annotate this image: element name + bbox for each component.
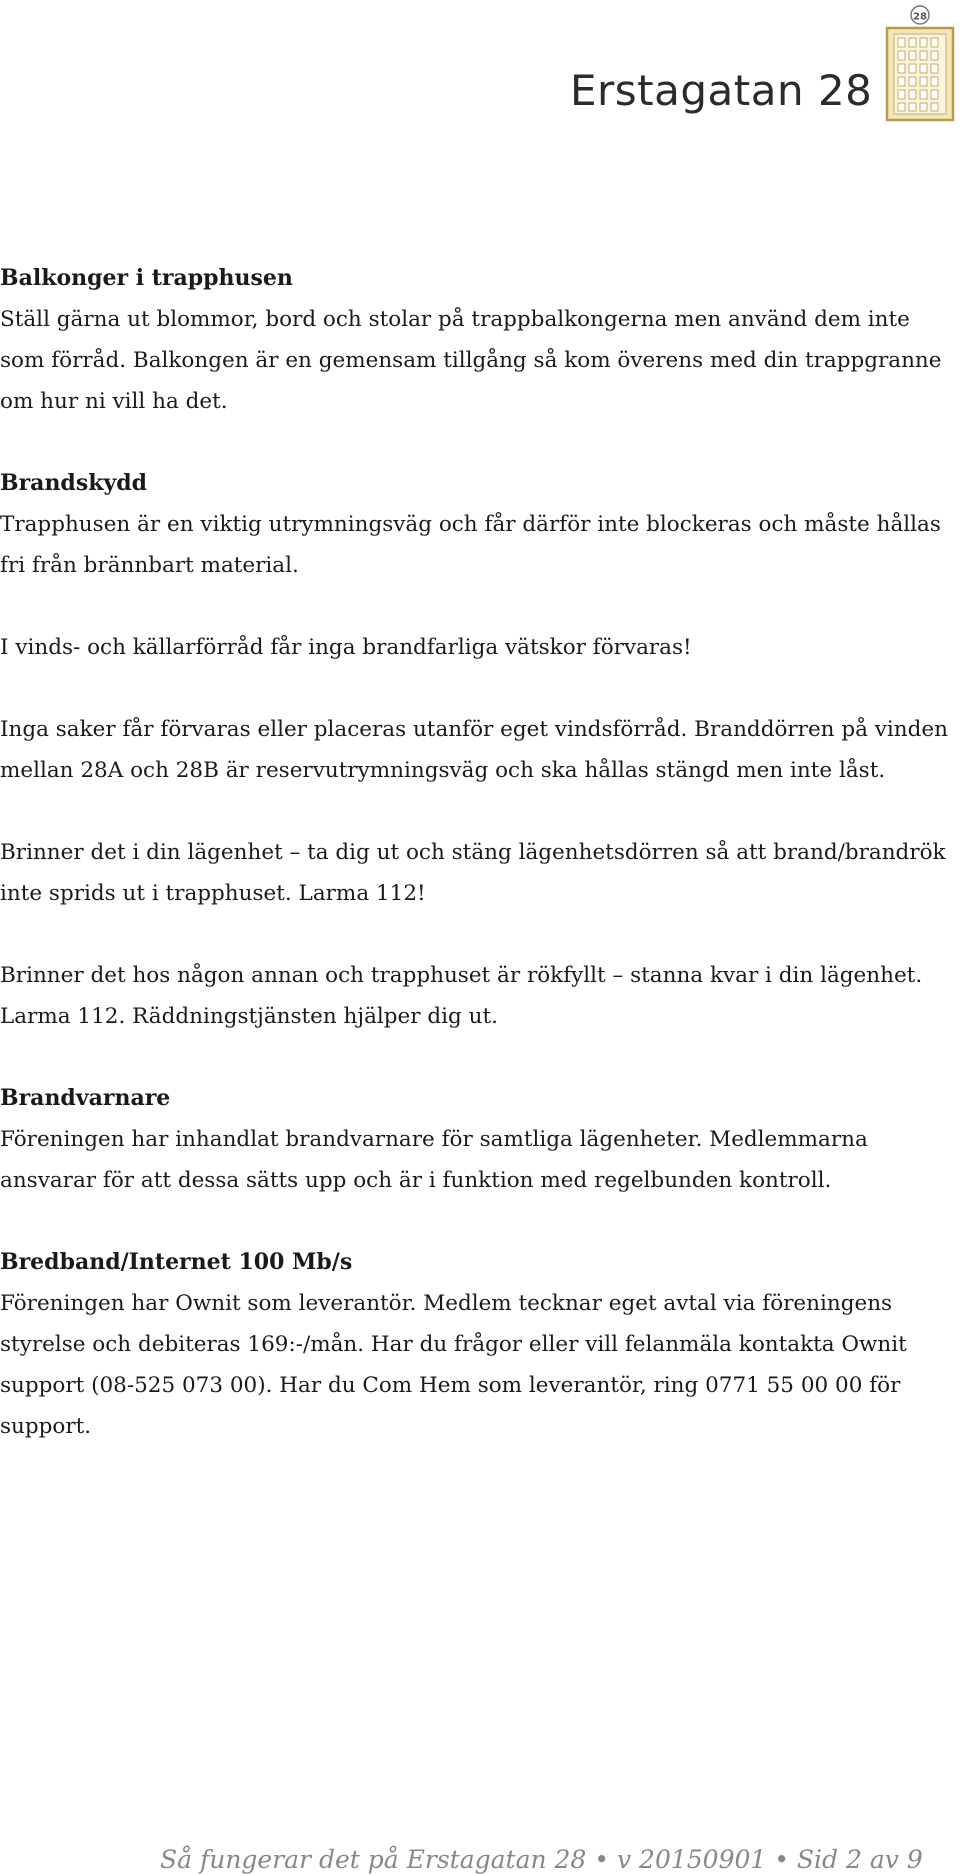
page-footer: Så fungerar det på Erstagatan 28 • v 20150901 • Sid 2 av 9	[160, 1845, 923, 1874]
section-title-balkonger: Balkonger i trapphusen	[0, 265, 293, 291]
brandskydd-paragraph-1: Trapphusen är en viktig utrymningsväg och får därför inte blockeras och måste hållas fri från brännbart material.	[0, 512, 941, 578]
brandskydd-paragraph-5: Brinner det hos någon annan och trapphuset är rökfyllt – stanna kvar i din lägenhet. Larma 112. Räddningstjänsten hjälper dig ut.	[0, 963, 923, 1029]
building-logo-icon	[884, 0, 956, 122]
brandskydd-paragraph-3: Inga saker får förvaras eller placeras utanför eget vindsförråd. Branddörren på vinden mellan 28A och 28B är reservutrymningsväg och ska hållas stängd men inte låst.	[0, 717, 948, 783]
page-header	[0, 0, 960, 130]
section-title-bredband: Bredband/Internet 100 Mb/s	[0, 1249, 353, 1275]
balkonger-text: Ställ gärna ut blommor, bord och stolar på trappbalkongerna men använd dem inte som förråd. Balkongen är en gemensam tillgång så kom överens med din trappgranne om hur ni vill ha det.	[0, 307, 942, 414]
brandskydd-paragraph-2: I vinds- och källarförråd får inga brandfarliga vätskor förvaras!	[0, 635, 692, 660]
brand-name: Erstagatan 28	[570, 66, 873, 115]
brandvarnare-text: Föreningen har inhandlat brandvarnare för samtliga lägenheter. Medlemmarna ansvarar för att dessa sätts upp och är i funktion med regelbunden kontroll.	[0, 1127, 868, 1193]
bredband-text: Föreningen har Ownit som leverantör. Medlem tecknar eget avtal via föreningens styrelse och debiteras 169:-/mån. Har du frågor eller vill felanmäla kontakta Ownit support (08-525 073 00). Har du Com Hem som leverantör, ring 0771 55 00 00 för support.	[0, 1291, 907, 1439]
svg-text:28: 28	[913, 11, 927, 23]
section-title-brandvarnare: Brandvarnare	[0, 1085, 171, 1111]
section-title-brandskydd: Brandskydd	[0, 470, 147, 496]
brandskydd-paragraph-4: Brinner det i din lägenhet – ta dig ut och stäng lägenhetsdörren så att brand/brandrök inte sprids ut i trapphuset. Larma 112!	[0, 840, 946, 906]
document-body	[0, 258, 958, 1447]
